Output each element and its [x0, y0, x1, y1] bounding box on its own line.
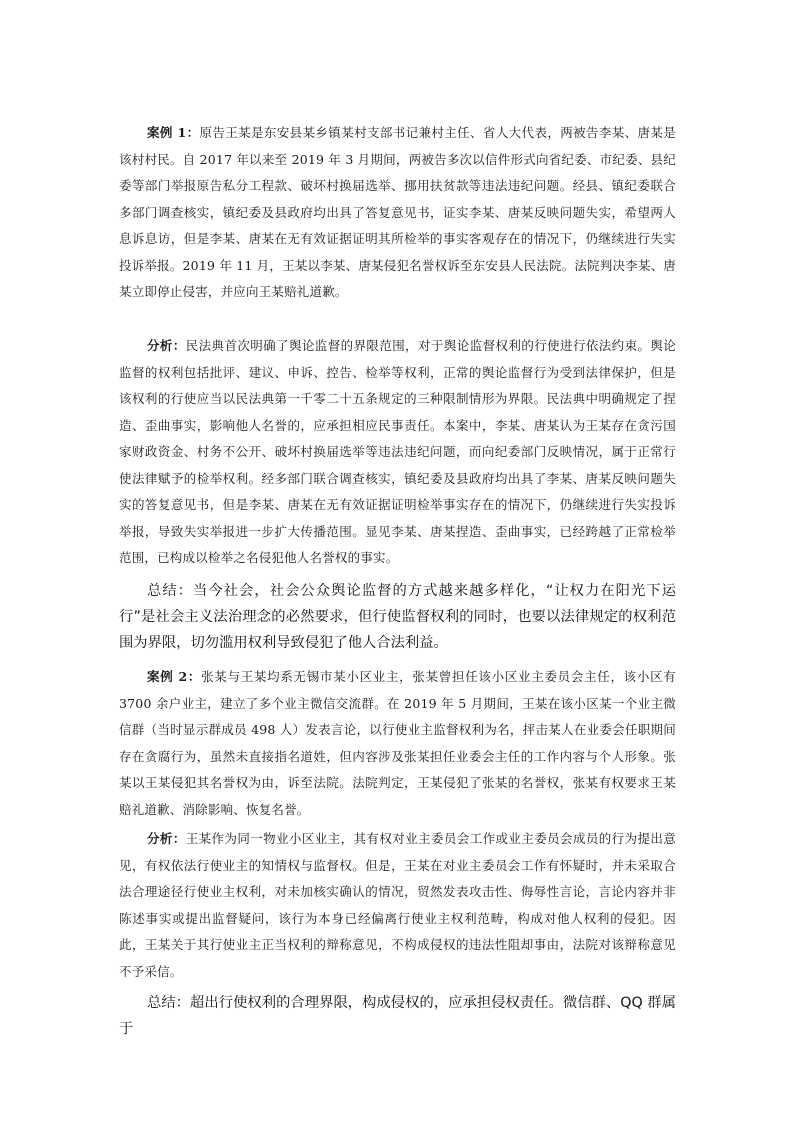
analysis-2-paragraph: [119, 826, 676, 985]
summary-1-text: 当今社会，社会公众舆论监督的方式越来越多样化，“让权力在阳光下运行”是社会主义法治理念的必然要求，但行使监督权利的同时，也要以法律规定的权利范围为界限，切勿滥用权利导致侵犯了他人合法利益。: [119, 583, 677, 651]
summary-1-label: 总结：: [147, 583, 194, 599]
analysis-2-text: 王某作为同一物业小区业主，其有权对业主委员会工作或业主委员会成员的行为提出意见，有权依法行使业主的知情权与监督权。但是，王某在对业主委员会工作有怀疑时，并未采取合法合理途径行使业主权利，对未加核实确认的情况，贸然发表攻击性、侮辱性言论，言论内容并非陈述事实或提出监督疑问，该行为本身已经偏离行使业主权利范畴，构成对他人权利的侵犯。因此，王某关于其行使业主正当权利的辩称意见，不构成侵权的违法性阻却事由，法院对该辩称意见不予采信。: [119, 831, 676, 979]
summary-2-label: 总结：: [147, 995, 191, 1011]
summary-2-paragraph: [119, 990, 676, 1042]
analysis-1-text: 民法典首次明确了舆论监督的界限范围，对于舆论监督权利的行使进行依法约束。舆论监督的权利包括批评、建议、申诉、控告、检举等权利，正常的舆论监督行为受到法律保护，但是该权利的行使应当以民法典第一千零二十五条规定的三种限制情形为界限。民法典中明确规定了捏造、歪曲事实，影响他人名誉的，应承担相应民事责任。本案中，李某、唐某认为王某存在贪污国家财政资金、村务不公开、破坏村换届选举等违法违纪问题，而向纪委部门反映情况，属于正常行使法律赋予的检举权利。经多部门联合调查核实，镇纪委及县政府均出具了李某、唐某反映问题失实的答复意见书，但是李某、唐某在无有效证据证明检举事实存在的情况下，仍继续进行失实投诉举报，导致失实举报进一步扩大传播范围。显见李某、唐某捏造、歪曲事实，已经跨越了正常检举范围，已构成以检举之名侵犯他人名誉权的事实。: [119, 338, 676, 565]
summary-2-text: 超出行使权利的合理界限，构成侵权的，应承担侵权责任。微信群、QQ 群属于: [119, 995, 676, 1037]
case-1-text: 原告王某是东安县某乡镇某村支部书记兼村主任、省人大代表，两被告李某、唐某是该村村民。自 2017 年以来至 2019 年 3 月期间，两被告多次以信件形式向省纪委、市纪委、县纪委等部门举报原告私分工程款、破坏村换届选举、挪用扶贫款等违法违纪问题。经县、镇纪委联合多部门调查核实，镇纪委及县政府均出具了答复意见书，证实李某、唐某反映问题失实，希望两人息诉息访，但是李某、唐某在无有效证据证明其所检举的事实客观存在的情况下，仍继续进行失实投诉举报。2019 年 11 月，王某以李某、唐某侵犯名誉权诉至东安县人民法院。法院判决李某、唐某立即停止侵害，并应向王某赔礼道歉。: [119, 125, 676, 299]
analysis-1-label: 分析：: [147, 338, 186, 353]
analysis-1-paragraph: [119, 333, 676, 572]
case-2-text: 张某与王某均系无锡市某小区业主，张某曾担任该小区业主委员会主任，该小区有 3700 余户业主，建立了多个业主微信交流群。在 2019 年 5 月期间，王某在该小区某一个业主微信群（当时显示群成员 498 人）发表言论，以行使业主监督权利为名，抨击某人在业委会任职期间存在贪腐行为，虽然未直接指名道姓，但内容涉及张某担任业委会主任的工作内容与个人形象。张某以王某侵犯其名誉权为由，诉至法院。法院判定，王某侵犯了张某的名誉权，张某有权要求王某赔礼道歉、消除影响、恢复名誉。: [119, 669, 677, 817]
summary-1-paragraph: [119, 578, 676, 656]
case-1-label: 案例 1：: [147, 125, 200, 140]
analysis-2-label: 分析：: [147, 831, 186, 846]
case-1-paragraph: [119, 120, 676, 306]
case-2-paragraph: [119, 664, 676, 823]
case-2-label: 案例 2：: [147, 669, 202, 684]
